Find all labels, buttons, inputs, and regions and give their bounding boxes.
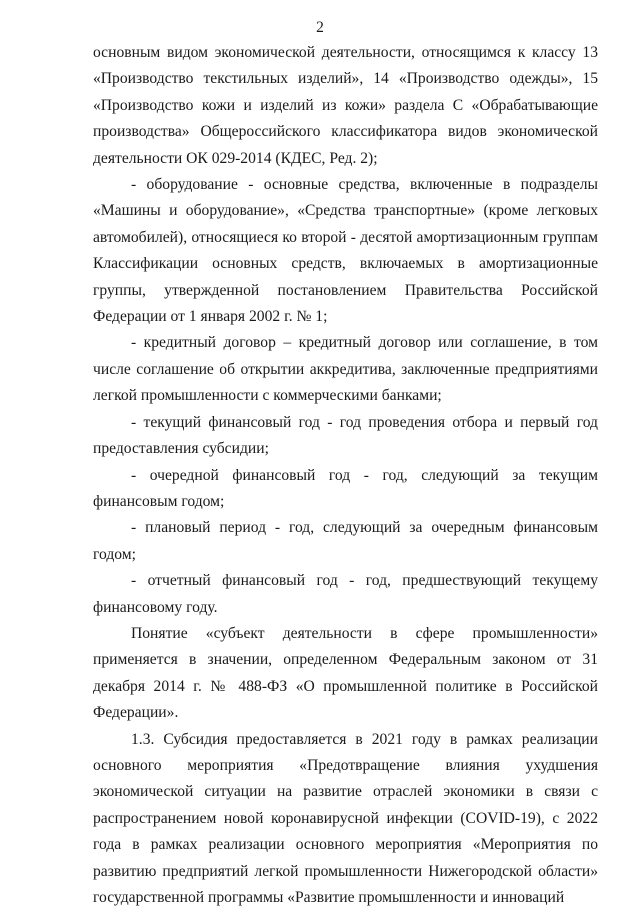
paragraph-subsidy-program: 1.3. Субсидия предоставляется в 2021 году в рамках реализации основного мероприятия «Предотвращение влияния ухудшения экономической ситуации на развитие отраслей экономики в связи с распространением новой коронавирусной инфекции (COVID-19), с 2022 года в рамках реализации основного мероприятия «Мероприятия по развитию предприятий легкой промышленности Нижегородской области» государственной программы «Развитие промышленности и инноваций bbox=[93, 730, 598, 906]
paragraph-activity-definition: основным видом экономической деятельности, относящимся к классу 13 «Производство текстильных изделий», 14 «Производство одежды», 15 «Производство кожи и изделий из кожи» раздела С «Обрабатывающие производства» Общероссийского классификатора видов экономической деятельности ОК 029-2014 (КДЕС, Ред. 2); bbox=[93, 44, 598, 167]
paragraph-current-year-definition: - текущий финансовый год - год проведения отбора и первый год предоставления субсидии; bbox=[93, 413, 598, 458]
paragraph-equipment-definition: - оборудование - основные средства, включенные в подразделы «Машины и оборудование», «Средства транспортные» (кроме легковых автомобилей), относящиеся ко второй - десятой амортизационным группам Классификации основных средств, включаемых в амортизационные группы, утвержденной постановлением Правительства Российской Федерации от 1 января 2002 г. № 1; bbox=[93, 176, 598, 326]
paragraph-industry-subject-definition: Понятие «субъект деятельности в сфере промышленности» применяется в значении, определенном Федеральным законом от 31 декабря 2014 г. № 488-ФЗ «О промышленной политике в Российской Федерации». bbox=[93, 624, 598, 722]
paragraph-planning-period-definition: - плановый период - год, следующий за очередным финансовым годом; bbox=[93, 519, 598, 563]
paragraph-reporting-year-definition: - отчетный финансовый год - год, предшествующий текущему финансовому году. bbox=[93, 572, 598, 616]
document-body bbox=[93, 40, 598, 911]
page-number: 2 bbox=[316, 19, 324, 36]
paragraph-next-year-definition: - очередной финансовый год - год, следующий за текущим финансовым годом; bbox=[93, 466, 598, 510]
paragraph-credit-agreement-definition: - кредитный договор – кредитный договор или соглашение, в том числе соглашение об открытии аккредитива, заключенные предприятиями легкой промышленности с коммерческими банками; bbox=[93, 334, 598, 405]
